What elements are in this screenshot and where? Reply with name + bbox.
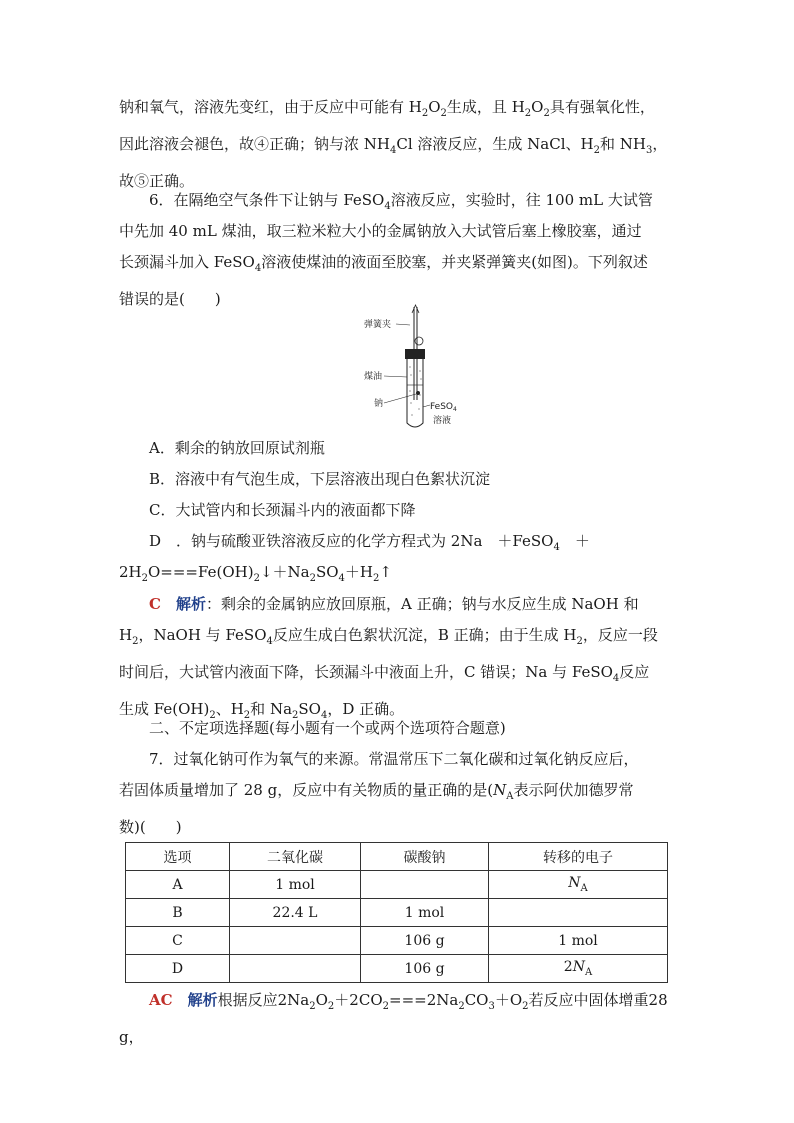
question-6-cont: 中先加 40 mL 煤油，取三粒米粒大小的金属钠放入大试管后塞上橡胶塞，通过 长颈漏斗加入 FeSO$_4$溶液使煤油的液面至胶塞，并夹紧弹簧夹(如图)。下列叙述 错误的是( ) (119, 222, 648, 308)
answer-letter: C (149, 595, 161, 613)
option-6-C (119, 495, 675, 526)
text: 7．过氧化钠可作为氧气的来源。常温常压下二氧化碳和过氧化钠反应后， (149, 750, 639, 768)
text: 溶液反应，实验时，往 100 mL 大试管 (390, 191, 653, 209)
section-2-heading (119, 713, 675, 744)
text: B．溶液中有气泡生成，下层溶液出现白色絮状沉淀 (149, 470, 491, 488)
table-cell: 1 mol (230, 871, 361, 899)
text: 生成，且 H (446, 98, 525, 116)
text: 根据反应2Na (217, 991, 310, 1009)
table-header: 二氧化碳 (230, 843, 361, 871)
text: CO (464, 991, 489, 1009)
table-row (126, 899, 668, 927)
text: H (119, 626, 133, 644)
table-cell: D (126, 955, 230, 983)
text: 反应 (619, 663, 650, 681)
text: D ．钠与硫酸亚铁溶液反应的化学方程式为 2Na ＋FeSO (149, 532, 554, 550)
test-tube-figure (362, 305, 457, 433)
text: O (531, 98, 544, 116)
question-7-cont (119, 775, 675, 843)
text: ，反应一段 (582, 626, 658, 644)
text: O (315, 991, 328, 1009)
text: SO (315, 563, 339, 581)
text: 中先加 40 mL 煤油，取三粒米粒大小的金属钠放入大试管后塞上橡胶塞，通过 (119, 222, 642, 240)
answer-6 (119, 589, 675, 620)
answer-7: AC 解析根据反应$2Na_2O_2+2CO_2===2Na_2CO_3+O_2$若反应中固体增重28 g， (119, 991, 668, 1046)
text: 若固体质量增加了 28 g，反应中有关物质的量正确的是( (119, 781, 494, 799)
table-cell: 1 mol (361, 899, 489, 927)
text: ，NaOH 与 FeSO (138, 626, 267, 644)
analysis-label: 解析 (175, 595, 206, 613)
text: 和 Na (250, 700, 293, 718)
table-cell (230, 955, 361, 983)
answer-6-cont: $H_2$，NaOH 与 FeSO$_4$反应生成白色絮状沉淀，B 正确；由于生成 $H_2$，反应一段 时间后，大试管内液面下降，长颈漏斗中液面上升，C 错误；Na 与 FeSO$_4$反应 生成 $Fe(OH)_2$、$H_2$和 $Na_2SO_4$，D 正确。 (119, 626, 658, 721)
table-cell (230, 927, 361, 955)
table-cell: $N_A$ (489, 871, 668, 899)
table-cell: 106 g (361, 927, 489, 955)
options-table (125, 842, 668, 983)
table-cell: B (126, 899, 230, 927)
text: ＋2CO (334, 991, 383, 1009)
option-6-D: D ．钠与硫酸亚铁溶液反应的化学方程式为 2Na ＋FeSO$_4$ ＋ (149, 532, 590, 553)
table-cell: 106 g (361, 955, 489, 983)
text: N (493, 781, 507, 799)
text: ===2Na (389, 991, 459, 1009)
label-kerosene: 煤油 (364, 372, 383, 382)
text: 因此溶液会褪色，故④正确；钠与浓 NH (119, 135, 390, 153)
text: C．大试管内和长颈漏斗内的液面都下降 (149, 501, 416, 519)
text: 错误的是( ) (119, 290, 221, 308)
table-header: 转移的电子 (489, 843, 668, 871)
answer-letter: AC (149, 991, 173, 1009)
text: A．剩余的钠放回原试剂瓶 (149, 439, 325, 457)
text: 生成 Fe(OH) (119, 700, 210, 718)
text: ↓＋Na (259, 563, 310, 581)
table-header-row (126, 843, 668, 871)
text: ，D 正确。 (327, 700, 405, 718)
text: 反应生成白色絮状沉淀，B 正确；由于生成 H (272, 626, 577, 644)
text: 故⑤正确。 (119, 172, 195, 190)
table-cell (489, 899, 668, 927)
text: 时间后，大试管内液面下降，长颈漏斗中液面上升，C 错误；Na 与 FeSO (119, 663, 613, 681)
text: ↑ (379, 563, 392, 581)
text: 钠和氧气，溶液先变红，由于反应中可能有 H (119, 98, 422, 116)
text: ， (652, 135, 668, 153)
question-6: 6．在隔绝空气条件下让钠与 FeSO$_4$溶液反应，实验时，往 100 mL 大试管 (149, 191, 653, 212)
analysis-label: 解析 (187, 991, 218, 1009)
text: 2H (119, 563, 142, 581)
label-solution: 溶液 (433, 416, 452, 426)
text: 和 NH (599, 135, 646, 153)
table-row (126, 955, 668, 983)
text: 若反应中固体增重28 g， (119, 991, 668, 1046)
question-7 (119, 744, 675, 775)
table-header: 碳酸钠 (361, 843, 489, 871)
table-cell: C (126, 927, 230, 955)
option-6-B (119, 464, 675, 495)
table-row (126, 927, 668, 955)
text: O===Fe(OH) (148, 563, 254, 581)
text: 表示阿伏加德罗常 (513, 781, 634, 799)
table-cell: 22.4 L (230, 899, 361, 927)
text: 二、不定项选择题(每小题有一个或两个选项符合题意) (149, 719, 506, 737)
label-feso4: FeSO$_4$ (430, 402, 457, 413)
text: SO (298, 700, 321, 718)
text: O (428, 98, 441, 116)
label-sodium: 钠 (374, 399, 384, 409)
text: 溶液使煤油的液面至胶塞，并夹紧弹簧夹(如图)。下列叙述 (261, 253, 648, 271)
text: 长颈漏斗加入 FeSO (119, 253, 255, 271)
table-header: 选项 (126, 843, 230, 871)
text: ：剩余的金属钠应放回原瓶，A 正确；钠与水反应生成 NaOH 和 (205, 595, 639, 613)
text: ＋H (344, 563, 373, 581)
table-cell (361, 871, 489, 899)
label-spring-clip: 弹簧夹 (364, 320, 392, 330)
text: 6．在隔绝空气条件下让钠与 FeSO (149, 191, 385, 209)
table-row (126, 871, 668, 899)
option-6-A (119, 433, 675, 464)
table-cell: A (126, 871, 230, 899)
table-cell: $2N_A$ (489, 955, 668, 983)
text: 具有强氧化性， (549, 98, 655, 116)
option-6-D-cont: $2H_2O===Fe(OH)_2↓+Na_2SO_4+H_2↑$ (119, 563, 392, 584)
text: ＋O (494, 991, 523, 1009)
text: 、H (215, 700, 244, 718)
table-cell: 1 mol (489, 927, 668, 955)
text: Cl 溶液反应，生成 NaCl、H (396, 135, 594, 153)
text: ＋ (559, 532, 590, 550)
text: 数)( ) (119, 818, 182, 836)
text: A (506, 791, 514, 802)
intro-paragraph: 钠和氧气，溶液先变红，由于反应中可能有 $H_2O_2$生成，且 $H_2O_2$具有强氧化性， 因此溶液会褪色，故④正确；钠与浓 $NH_4Cl$ 溶液反应，生成 NaCl、$H_2$和 $NH_3$， 故⑤正确。 (119, 98, 668, 190)
